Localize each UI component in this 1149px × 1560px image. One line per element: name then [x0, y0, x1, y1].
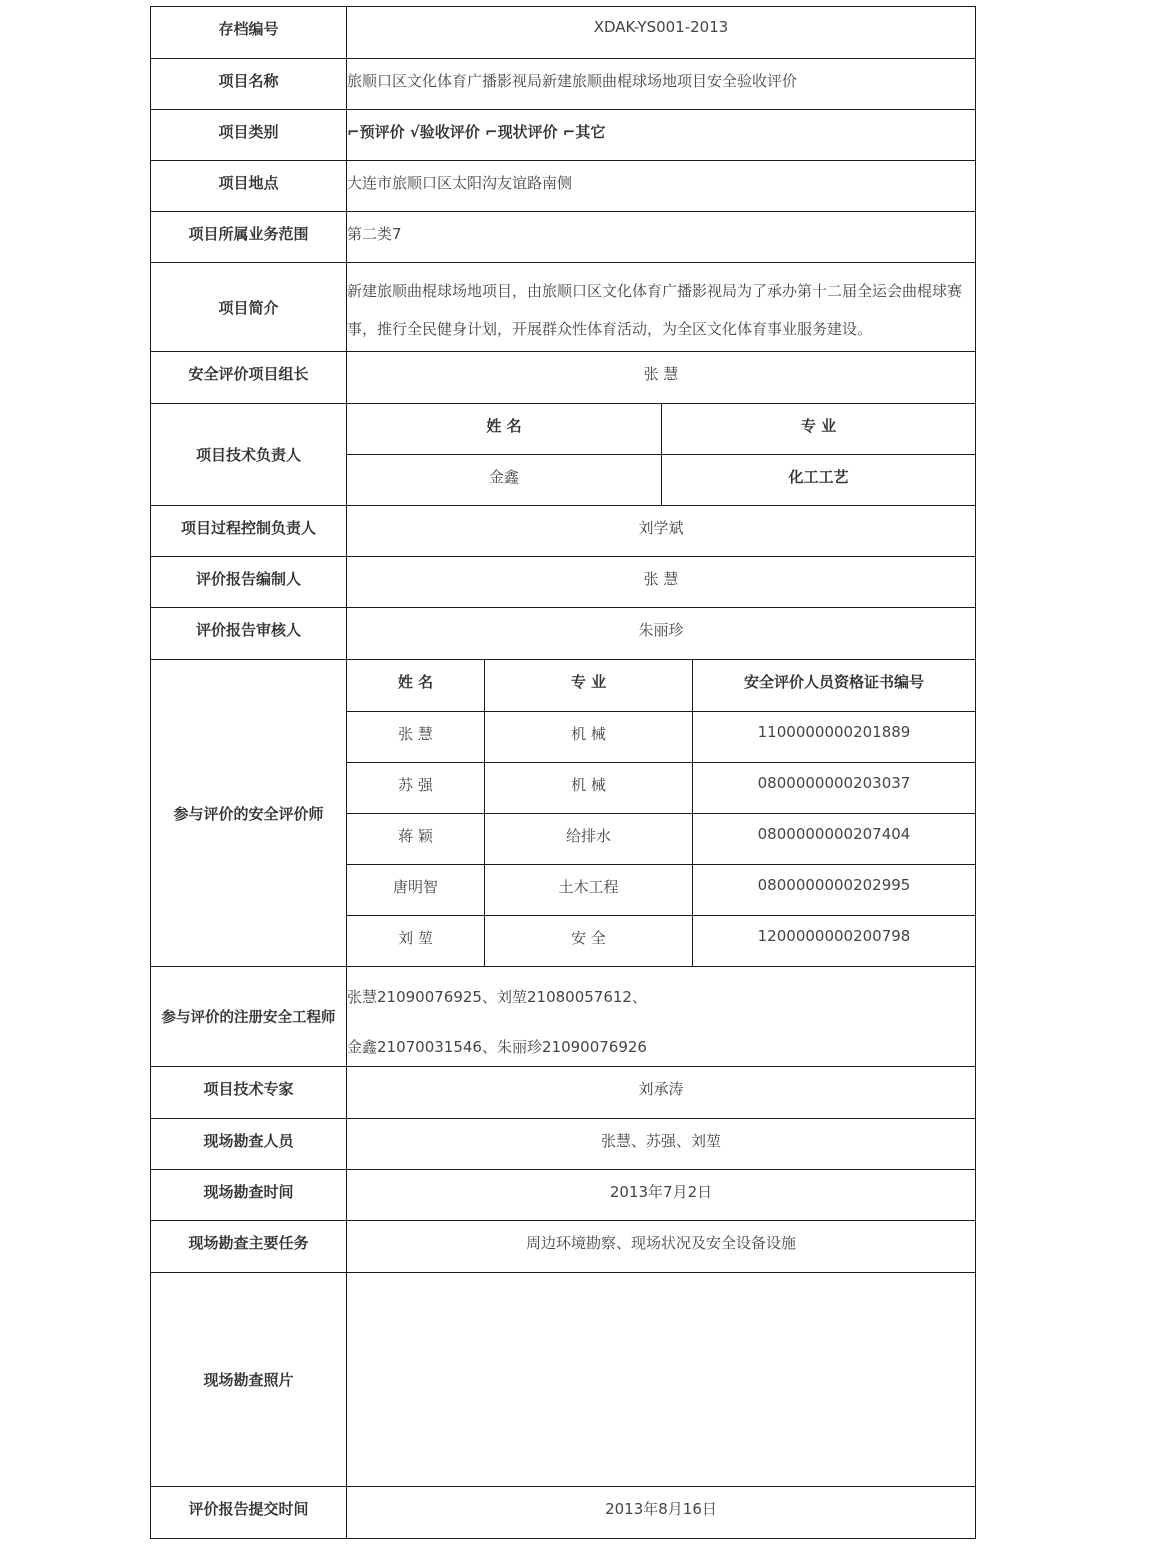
eval-name: 苏 强	[398, 776, 433, 794]
header-major: 专 业	[661, 404, 975, 454]
eval-header-major: 专 业	[484, 660, 692, 711]
eval-name: 张 慧	[398, 725, 433, 743]
engineers-line-2: 金鑫21070031546、朱丽珍21090076926	[347, 1038, 647, 1056]
eval-major: 给排水	[484, 814, 692, 864]
value-report-reviewer: 朱丽珍	[638, 621, 684, 639]
label-evaluators: 参与评价的安全评价师	[151, 660, 347, 966]
label-survey-staff: 现场勘查人员	[151, 1119, 347, 1169]
row-team-leader	[150, 351, 976, 403]
row-survey-task	[150, 1220, 976, 1272]
value-project-type: ⌐预评价 √验收评价 ⌐现状评价 ⌐其它	[347, 123, 606, 141]
label-process-control: 项目过程控制负责人	[151, 506, 347, 556]
eval-cert: 0800000000203037	[692, 763, 975, 813]
eval-major: 机 械	[484, 712, 692, 762]
value-survey-time: 2013年7月2日	[609, 1183, 713, 1201]
value-project-location: 大连市旅顺口区太阳沟友谊路南侧	[347, 174, 573, 192]
eval-name: 蒋 颖	[398, 827, 433, 845]
value-process-control: 刘学斌	[638, 519, 684, 537]
value-survey-photos	[347, 1273, 975, 1486]
value-team-leader: 张 慧	[643, 365, 679, 383]
value-archive-no: XDAK-YS001-2013	[593, 18, 729, 36]
value-project-intro: 新建旅顺曲棍球场地项目，由旅顺口区文化体育广播影视局为了承办第十二届全运会曲棍球赛事，推行全民健身计划，开展群众性体育活动，为全区文化体育事业服务建设。	[347, 282, 963, 338]
eval-major: 机 械	[484, 763, 692, 813]
label-report-author: 评价报告编制人	[151, 557, 347, 607]
label-tech-expert: 项目技术专家	[151, 1067, 347, 1118]
table-row	[347, 864, 975, 915]
value-tech-expert: 刘承涛	[638, 1080, 684, 1098]
label-archive-no: 存档编号	[151, 7, 347, 58]
row-tech-expert	[150, 1066, 976, 1118]
tech-lead-header-row	[347, 404, 975, 454]
eval-cert: 0800000000202995	[692, 865, 975, 915]
value-project-name: 旅顺口区文化体育广播影视局新建旅顺曲棍球场地项目安全验收评价	[347, 72, 798, 90]
label-project-location: 项目地点	[151, 161, 347, 211]
row-report-reviewer	[150, 607, 976, 659]
eval-cert: 0800000000207404	[692, 814, 975, 864]
evaluators-subtable	[347, 660, 975, 966]
table-row	[347, 762, 975, 813]
label-business-scope: 项目所属业务范围	[151, 212, 347, 262]
table-row	[347, 915, 975, 966]
tech-lead-subtable	[347, 404, 975, 505]
value-survey-staff: 张慧、苏强、刘堃	[600, 1132, 721, 1150]
row-process-control	[150, 505, 976, 556]
value-survey-task: 周边环境勘察、现场状况及安全设备设施	[525, 1234, 796, 1252]
tech-lead-major: 化工工艺	[661, 455, 975, 505]
project-info-table	[150, 6, 976, 1539]
label-team-leader: 安全评价项目组长	[151, 352, 347, 403]
row-submit-time	[150, 1486, 976, 1539]
eval-name: 刘 堃	[398, 929, 433, 947]
eval-name: 唐明智	[392, 878, 438, 896]
table-row	[347, 813, 975, 864]
eval-cert: 1100000000201889	[692, 712, 975, 762]
tech-lead-value-row	[347, 454, 975, 505]
eval-major: 土木工程	[484, 865, 692, 915]
row-report-author	[150, 556, 976, 607]
header-name: 姓 名	[486, 417, 522, 435]
value-report-author: 张 慧	[643, 570, 679, 588]
label-survey-photos: 现场勘查照片	[151, 1273, 347, 1486]
label-tech-lead: 项目技术负责人	[151, 404, 347, 505]
eval-header-cert: 安全评价人员资格证书编号	[692, 660, 975, 711]
row-engineers	[150, 966, 976, 1066]
label-project-name: 项目名称	[151, 59, 347, 109]
eval-header-name: 姓 名	[397, 673, 434, 691]
label-report-reviewer: 评价报告审核人	[151, 608, 347, 659]
label-submit-time: 评价报告提交时间	[151, 1487, 347, 1538]
eval-major: 安 全	[484, 916, 692, 966]
value-engineers	[347, 967, 975, 1066]
label-survey-time: 现场勘查时间	[151, 1170, 347, 1220]
engineers-line-1: 张慧21090076925、刘堃21080057612、	[347, 988, 647, 1006]
evaluators-header-row	[347, 660, 975, 711]
label-engineers: 参与评价的注册安全工程师	[151, 967, 347, 1066]
value-submit-time: 2013年8月16日	[605, 1500, 717, 1518]
label-project-type: 项目类别	[151, 110, 347, 160]
value-business-scope: 第二类7	[347, 225, 402, 243]
row-evaluators	[150, 659, 976, 966]
row-archive-no	[150, 6, 976, 58]
table-row	[347, 711, 975, 762]
label-project-intro: 项目简介	[151, 263, 347, 351]
eval-cert: 1200000000200798	[692, 916, 975, 966]
row-business-scope	[150, 211, 976, 262]
row-survey-time	[150, 1169, 976, 1220]
row-survey-photos	[150, 1272, 976, 1486]
row-project-type	[150, 109, 976, 160]
tech-lead-name: 金鑫	[488, 468, 519, 486]
row-tech-lead	[150, 403, 976, 505]
row-project-name	[150, 58, 976, 109]
row-project-intro	[150, 262, 976, 351]
row-survey-staff	[150, 1118, 976, 1169]
row-project-location	[150, 160, 976, 211]
label-survey-task: 现场勘查主要任务	[151, 1221, 347, 1272]
